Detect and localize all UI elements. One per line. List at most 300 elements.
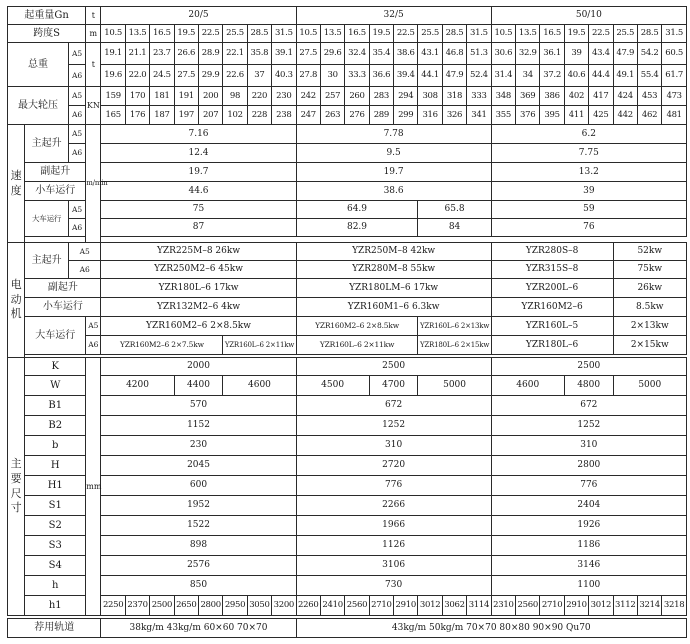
group-label-char: 速 bbox=[10, 168, 22, 182]
row-span bbox=[8, 25, 687, 43]
speed-cell: 64.9 bbox=[296, 201, 418, 219]
wheel-cell: 207 bbox=[198, 106, 222, 125]
weight-cell: 27.5 bbox=[174, 65, 198, 87]
motor-cell: YZR132M2–6 4kw bbox=[101, 298, 296, 317]
speed-cell: 59 bbox=[491, 201, 686, 219]
speed-cell: 84 bbox=[418, 219, 491, 237]
motor-cell: 2×15kw bbox=[613, 336, 686, 355]
label-total-weight: 总重 bbox=[8, 43, 69, 87]
h1-cell: 2370 bbox=[125, 596, 149, 616]
label-motor-trolley: 小车运行 bbox=[25, 298, 101, 317]
spec-table-body bbox=[8, 7, 687, 638]
weight-cell: 43.4 bbox=[589, 43, 613, 65]
row-dim-h bbox=[8, 576, 687, 596]
row-motor-main-a6 bbox=[8, 261, 687, 279]
dim-cell: 2800 bbox=[491, 456, 686, 476]
label-dim-K: K bbox=[25, 358, 86, 376]
label-motor-group bbox=[8, 243, 25, 358]
motor-cell: 52kw bbox=[613, 243, 686, 261]
wheel-cell: 263 bbox=[320, 106, 344, 125]
label-dim-S4: S4 bbox=[25, 556, 86, 576]
dim-cell: 1522 bbox=[101, 516, 296, 536]
speed-cell: 19.7 bbox=[101, 163, 296, 182]
speed-cell: 19.7 bbox=[296, 163, 491, 182]
label-speed-aux-hoist: 副起升 bbox=[25, 163, 86, 182]
weight-cell: 44.4 bbox=[589, 65, 613, 87]
speed-cell: 7.78 bbox=[296, 125, 491, 144]
span-cell: 25.5 bbox=[418, 25, 442, 43]
dim-cell: 1952 bbox=[101, 496, 296, 516]
h1-cell: 2910 bbox=[394, 596, 418, 616]
dim-cell: 2404 bbox=[491, 496, 686, 516]
row-motor-crane-a5 bbox=[8, 317, 687, 336]
dim-cell: 4700 bbox=[369, 376, 418, 396]
span-cell: 13.5 bbox=[516, 25, 540, 43]
weight-cell: 23.7 bbox=[150, 43, 174, 65]
span-cell: 31.5 bbox=[662, 25, 687, 43]
wheel-cell: 187 bbox=[150, 106, 174, 125]
motor-cell: 8.5kw bbox=[613, 298, 686, 317]
wheel-cell: 326 bbox=[442, 106, 466, 125]
row-weight-a6 bbox=[8, 65, 687, 87]
row-dim-B1 bbox=[8, 396, 687, 416]
wheel-cell: 276 bbox=[345, 106, 369, 125]
row-dim-b bbox=[8, 436, 687, 456]
span-cell: 28.5 bbox=[247, 25, 271, 43]
unit-weight: t bbox=[86, 43, 101, 87]
speed-cell: 12.4 bbox=[101, 144, 296, 163]
wheel-cell: 411 bbox=[564, 106, 588, 125]
speed-cell: 38.6 bbox=[296, 182, 491, 201]
speed-cell: 87 bbox=[101, 219, 296, 237]
dim-cell: 4400 bbox=[174, 376, 223, 396]
row-rail bbox=[8, 619, 687, 638]
weight-cell: 39.4 bbox=[394, 65, 418, 87]
speed-cell: 39 bbox=[491, 182, 686, 201]
dim-cell: 3106 bbox=[296, 556, 491, 576]
class-label-a5: A5 bbox=[68, 201, 85, 219]
label-dim-b: b bbox=[25, 436, 86, 456]
wheel-cell: 220 bbox=[247, 87, 271, 106]
unit-speed: m/min bbox=[86, 125, 101, 243]
weight-cell: 52.4 bbox=[467, 65, 491, 87]
wheel-cell: 424 bbox=[613, 87, 637, 106]
wheel-cell: 238 bbox=[272, 106, 296, 125]
label-dimension-group bbox=[8, 358, 25, 616]
weight-cell: 21.1 bbox=[125, 43, 149, 65]
label-dim-B1: B1 bbox=[25, 396, 86, 416]
rail-cell: 38kg/m 43kg/m 60×60 70×70 bbox=[101, 619, 296, 638]
row-motor-trolley bbox=[8, 298, 687, 317]
motor-cell: YZR160L–6 2×13kw bbox=[418, 317, 491, 336]
weight-cell: 22.1 bbox=[223, 43, 247, 65]
row-dim-B2 bbox=[8, 416, 687, 436]
speed-cell: 75 bbox=[101, 201, 296, 219]
weight-cell: 28.9 bbox=[198, 43, 222, 65]
label-motor-aux-hoist: 副起升 bbox=[25, 279, 101, 298]
dim-cell: 1126 bbox=[296, 536, 491, 556]
dim-cell: 1186 bbox=[491, 536, 686, 556]
wheel-cell: 228 bbox=[247, 106, 271, 125]
dim-cell: 310 bbox=[491, 436, 686, 456]
row-motor-aux bbox=[8, 279, 687, 298]
dim-cell: 672 bbox=[491, 396, 686, 416]
wheel-cell: 176 bbox=[125, 106, 149, 125]
motor-cell: YZR160M2–6 2×7.5kw bbox=[101, 336, 223, 355]
dim-cell: 1152 bbox=[101, 416, 296, 436]
span-cell: 25.5 bbox=[223, 25, 247, 43]
wheel-cell: 333 bbox=[467, 87, 491, 106]
h1-cell: 2310 bbox=[491, 596, 515, 616]
wheel-cell: 473 bbox=[662, 87, 687, 106]
wheel-cell: 247 bbox=[296, 106, 320, 125]
wheel-cell: 283 bbox=[369, 87, 393, 106]
span-cell: 10.5 bbox=[491, 25, 515, 43]
h1-cell: 2260 bbox=[296, 596, 320, 616]
row-dim-h1 bbox=[8, 596, 687, 616]
label-dim-W: W bbox=[25, 376, 86, 396]
motor-cell: YZR160L–5 bbox=[491, 317, 613, 336]
wheel-cell: 369 bbox=[516, 87, 540, 106]
motor-cell: 2×13kw bbox=[613, 317, 686, 336]
motor-cell: YZR180L–6 bbox=[491, 336, 613, 355]
weight-cell: 35.8 bbox=[247, 43, 271, 65]
dim-cell: 4200 bbox=[101, 376, 174, 396]
dim-cell: 898 bbox=[101, 536, 296, 556]
row-dim-S2 bbox=[8, 516, 687, 536]
wheel-cell: 181 bbox=[150, 87, 174, 106]
label-speed-trolley: 小车运行 bbox=[25, 182, 86, 201]
weight-cell: 54.2 bbox=[637, 43, 661, 65]
group-label-char: 动 bbox=[10, 292, 22, 306]
h1-cell: 2910 bbox=[564, 596, 588, 616]
motor-cell: YZR160M1–6 6.3kw bbox=[296, 298, 491, 317]
wheel-cell: 159 bbox=[101, 87, 125, 106]
dim-cell: 1252 bbox=[491, 416, 686, 436]
row-speed-crane-a5 bbox=[8, 201, 687, 219]
dim-cell: 310 bbox=[296, 436, 491, 456]
wheel-cell: 386 bbox=[540, 87, 564, 106]
class-label-a5: A5 bbox=[86, 317, 101, 336]
class-label: A5 bbox=[68, 87, 85, 106]
speed-cell: 65.8 bbox=[418, 201, 491, 219]
weight-cell: 49.1 bbox=[613, 65, 637, 87]
wheel-cell: 200 bbox=[198, 87, 222, 106]
h1-cell: 2500 bbox=[150, 596, 174, 616]
label-speed-crane: 大车运行 bbox=[25, 201, 69, 237]
weight-cell: 40.3 bbox=[272, 65, 296, 87]
row-dim-H bbox=[8, 456, 687, 476]
speed-cell: 76 bbox=[491, 219, 686, 237]
dim-cell: 3146 bbox=[491, 556, 686, 576]
dim-cell: 730 bbox=[296, 576, 491, 596]
row-speed-trolley bbox=[8, 182, 687, 201]
speed-cell: 82.9 bbox=[296, 219, 418, 237]
dim-cell: 1100 bbox=[491, 576, 686, 596]
weight-cell: 37.2 bbox=[540, 65, 564, 87]
dim-cell: 1252 bbox=[296, 416, 491, 436]
dim-cell: 2500 bbox=[491, 358, 686, 376]
weight-cell: 27.5 bbox=[296, 43, 320, 65]
wheel-cell: 165 bbox=[101, 106, 125, 125]
h1-cell: 2650 bbox=[174, 596, 198, 616]
group-label-char: 电 bbox=[10, 277, 22, 291]
row-speed-crane-a6 bbox=[8, 219, 687, 237]
dim-cell: 672 bbox=[296, 396, 491, 416]
motor-cell: YZR160M2–6 2×8.5kw bbox=[101, 317, 296, 336]
dim-cell: 776 bbox=[491, 476, 686, 496]
span-cell: 16.5 bbox=[540, 25, 564, 43]
label-motor-crane: 大车运行 bbox=[25, 317, 86, 355]
h1-cell: 2410 bbox=[320, 596, 344, 616]
label-capacity: 起重量Gn bbox=[8, 7, 86, 25]
wheel-cell: 242 bbox=[296, 87, 320, 106]
motor-cell: YZR250M–8 42kw bbox=[296, 243, 491, 261]
dim-cell: 5000 bbox=[418, 376, 491, 396]
weight-cell: 44.1 bbox=[418, 65, 442, 87]
dim-cell: 1966 bbox=[296, 516, 491, 536]
weight-cell: 55.4 bbox=[637, 65, 661, 87]
dim-cell: 4800 bbox=[564, 376, 613, 396]
unit-span: m bbox=[86, 25, 101, 43]
h1-cell: 3114 bbox=[467, 596, 491, 616]
motor-cell: 75kw bbox=[613, 261, 686, 279]
group-label-char: 机 bbox=[10, 307, 22, 321]
dim-cell: 1926 bbox=[491, 516, 686, 536]
h1-cell: 3112 bbox=[613, 596, 637, 616]
weight-cell: 27.8 bbox=[296, 65, 320, 87]
weight-cell: 40.6 bbox=[564, 65, 588, 87]
span-cell: 10.5 bbox=[296, 25, 320, 43]
span-cell: 10.5 bbox=[101, 25, 125, 43]
span-cell: 22.5 bbox=[394, 25, 418, 43]
dim-cell: 570 bbox=[101, 396, 296, 416]
wheel-cell: 197 bbox=[174, 106, 198, 125]
weight-cell: 36.6 bbox=[369, 65, 393, 87]
dim-cell: 2576 bbox=[101, 556, 296, 576]
wheel-cell: 299 bbox=[394, 106, 418, 125]
weight-cell: 22.0 bbox=[125, 65, 149, 87]
weight-cell: 33.3 bbox=[345, 65, 369, 87]
label-motor-main-hoist: 主起升 bbox=[25, 243, 69, 279]
speed-cell: 9.5 bbox=[296, 144, 491, 163]
dim-cell: 2000 bbox=[101, 358, 296, 376]
h1-cell: 2800 bbox=[198, 596, 222, 616]
row-dim-S4 bbox=[8, 556, 687, 576]
motor-cell: YZR160M2–6 2×8.5kw bbox=[296, 317, 418, 336]
wheel-cell: 395 bbox=[540, 106, 564, 125]
span-cell: 22.5 bbox=[589, 25, 613, 43]
weight-cell: 37 bbox=[247, 65, 271, 87]
crane-spec-table bbox=[7, 6, 687, 638]
motor-cell: YZR160M2–6 bbox=[491, 298, 613, 317]
h1-cell: 2710 bbox=[369, 596, 393, 616]
motor-cell: YZR315S–8 bbox=[491, 261, 613, 279]
wheel-cell: 102 bbox=[223, 106, 247, 125]
weight-cell: 24.5 bbox=[150, 65, 174, 87]
weight-cell: 47.9 bbox=[613, 43, 637, 65]
dim-cell: 776 bbox=[296, 476, 491, 496]
capacity-group-3: 50/10 bbox=[491, 7, 686, 25]
span-cell: 25.5 bbox=[613, 25, 637, 43]
wheel-cell: 191 bbox=[174, 87, 198, 106]
class-label: A5 bbox=[68, 43, 85, 65]
row-dim-H1 bbox=[8, 476, 687, 496]
capacity-group-2: 32/5 bbox=[296, 7, 491, 25]
wheel-cell: 318 bbox=[442, 87, 466, 106]
wheel-cell: 260 bbox=[345, 87, 369, 106]
wheel-cell: 230 bbox=[272, 87, 296, 106]
row-dim-S3 bbox=[8, 536, 687, 556]
motor-cell: YZR160L–6 2×11kw bbox=[296, 336, 418, 355]
weight-cell: 32.4 bbox=[345, 43, 369, 65]
span-cell: 13.5 bbox=[125, 25, 149, 43]
h1-cell: 2710 bbox=[540, 596, 564, 616]
group-label-char: 度 bbox=[10, 183, 22, 197]
weight-cell: 30 bbox=[320, 65, 344, 87]
span-cell: 19.5 bbox=[369, 25, 393, 43]
motor-cell: YZR225M–8 26kw bbox=[101, 243, 296, 261]
unit-wheel: KN bbox=[86, 87, 101, 125]
wheel-cell: 453 bbox=[637, 87, 661, 106]
motor-cell: YZR200L–6 bbox=[491, 279, 613, 298]
span-cell: 16.5 bbox=[345, 25, 369, 43]
span-cell: 28.5 bbox=[637, 25, 661, 43]
wheel-cell: 341 bbox=[467, 106, 491, 125]
wheel-cell: 170 bbox=[125, 87, 149, 106]
label-dim-B2: B2 bbox=[25, 416, 86, 436]
span-cell: 19.5 bbox=[174, 25, 198, 43]
h1-cell: 3214 bbox=[637, 596, 661, 616]
wheel-cell: 308 bbox=[418, 87, 442, 106]
motor-cell: YZR180L–6 2×15kw bbox=[418, 336, 491, 355]
dim-cell: 2720 bbox=[296, 456, 491, 476]
group-label-char: 寸 bbox=[10, 501, 22, 515]
wheel-cell: 257 bbox=[320, 87, 344, 106]
label-dim-h1: h1 bbox=[25, 596, 86, 616]
weight-cell: 26.6 bbox=[174, 43, 198, 65]
h1-cell: 3062 bbox=[442, 596, 466, 616]
h1-cell: 2950 bbox=[223, 596, 247, 616]
wheel-cell: 442 bbox=[613, 106, 637, 125]
speed-cell: 13.2 bbox=[491, 163, 686, 182]
group-label-char: 主 bbox=[10, 456, 22, 470]
class-label-a6: A6 bbox=[68, 219, 85, 237]
row-speed-main-a6 bbox=[8, 144, 687, 163]
row-motor-crane-a6 bbox=[8, 336, 687, 355]
dim-cell: 2045 bbox=[101, 456, 296, 476]
label-dim-H: H bbox=[25, 456, 86, 476]
weight-cell: 38.6 bbox=[394, 43, 418, 65]
weight-cell: 51.3 bbox=[467, 43, 491, 65]
weight-cell: 19.6 bbox=[101, 65, 125, 87]
row-speed-main-a5 bbox=[8, 125, 687, 144]
wheel-cell: 402 bbox=[564, 87, 588, 106]
motor-cell: YZR250M2–6 45kw bbox=[101, 261, 296, 279]
motor-cell: YZR160L–6 2×11kw bbox=[223, 336, 296, 355]
motor-cell: YZR280S–8 bbox=[491, 243, 613, 261]
wheel-cell: 316 bbox=[418, 106, 442, 125]
weight-cell: 47.9 bbox=[442, 65, 466, 87]
group-label-char: 要 bbox=[10, 471, 22, 485]
capacity-group-1: 20/5 bbox=[101, 7, 296, 25]
weight-cell: 34 bbox=[516, 65, 540, 87]
dim-cell: 600 bbox=[101, 476, 296, 496]
wheel-cell: 98 bbox=[223, 87, 247, 106]
row-motor-main-a5 bbox=[8, 243, 687, 261]
speed-cell: 44.6 bbox=[101, 182, 296, 201]
h1-cell: 2560 bbox=[345, 596, 369, 616]
speed-cell: 7.16 bbox=[101, 125, 296, 144]
wheel-cell: 348 bbox=[491, 87, 515, 106]
weight-cell: 39 bbox=[564, 43, 588, 65]
class-label-a6: A6 bbox=[86, 336, 101, 355]
wheel-cell: 462 bbox=[637, 106, 661, 125]
label-speed-group bbox=[8, 125, 25, 243]
weight-cell: 32.9 bbox=[516, 43, 540, 65]
class-label: A6 bbox=[68, 106, 85, 125]
label-dim-S1: S1 bbox=[25, 496, 86, 516]
wheel-cell: 481 bbox=[662, 106, 687, 125]
row-capacity bbox=[8, 7, 687, 25]
row-dim-W bbox=[8, 376, 687, 396]
motor-cell: 26kw bbox=[613, 279, 686, 298]
row-wheel-a5 bbox=[8, 87, 687, 106]
weight-cell: 36.1 bbox=[540, 43, 564, 65]
wheel-cell: 425 bbox=[589, 106, 613, 125]
unit-capacity: t bbox=[86, 7, 101, 25]
row-weight-a5 bbox=[8, 43, 687, 65]
h1-cell: 3200 bbox=[272, 596, 296, 616]
row-dim-S1 bbox=[8, 496, 687, 516]
weight-cell: 46.8 bbox=[442, 43, 466, 65]
group-label-char: 尺 bbox=[10, 486, 22, 500]
span-cell: 16.5 bbox=[150, 25, 174, 43]
h1-cell: 3012 bbox=[418, 596, 442, 616]
weight-cell: 39.1 bbox=[272, 43, 296, 65]
h1-cell: 3012 bbox=[589, 596, 613, 616]
span-cell: 13.5 bbox=[320, 25, 344, 43]
weight-cell: 29.9 bbox=[198, 65, 222, 87]
dim-cell: 4600 bbox=[223, 376, 296, 396]
weight-cell: 30.6 bbox=[491, 43, 515, 65]
speed-cell: 6.2 bbox=[491, 125, 686, 144]
row-dim-K bbox=[8, 358, 687, 376]
motor-cell: YZR180L–6 17kw bbox=[101, 279, 296, 298]
dim-cell: 2266 bbox=[296, 496, 491, 516]
motor-cell: YZR180LM–6 17kw bbox=[296, 279, 491, 298]
label-recommended-rail: 荐用轨道 bbox=[8, 619, 101, 638]
span-cell: 19.5 bbox=[564, 25, 588, 43]
class-label: A6 bbox=[68, 65, 85, 87]
dim-cell: 850 bbox=[101, 576, 296, 596]
weight-cell: 22.6 bbox=[223, 65, 247, 87]
row-wheel-a6 bbox=[8, 106, 687, 125]
dim-cell: 2500 bbox=[296, 358, 491, 376]
span-cell: 28.5 bbox=[442, 25, 466, 43]
weight-cell: 31.4 bbox=[491, 65, 515, 87]
weight-cell: 29.6 bbox=[320, 43, 344, 65]
weight-cell: 43.1 bbox=[418, 43, 442, 65]
wheel-cell: 289 bbox=[369, 106, 393, 125]
unit-mm: mm bbox=[86, 358, 101, 616]
label-dim-S3: S3 bbox=[25, 536, 86, 556]
span-cell: 31.5 bbox=[272, 25, 296, 43]
row-spacer bbox=[8, 237, 687, 240]
label-dim-H1: H1 bbox=[25, 476, 86, 496]
label-dim-h: h bbox=[25, 576, 86, 596]
dim-cell: 4500 bbox=[296, 376, 369, 396]
